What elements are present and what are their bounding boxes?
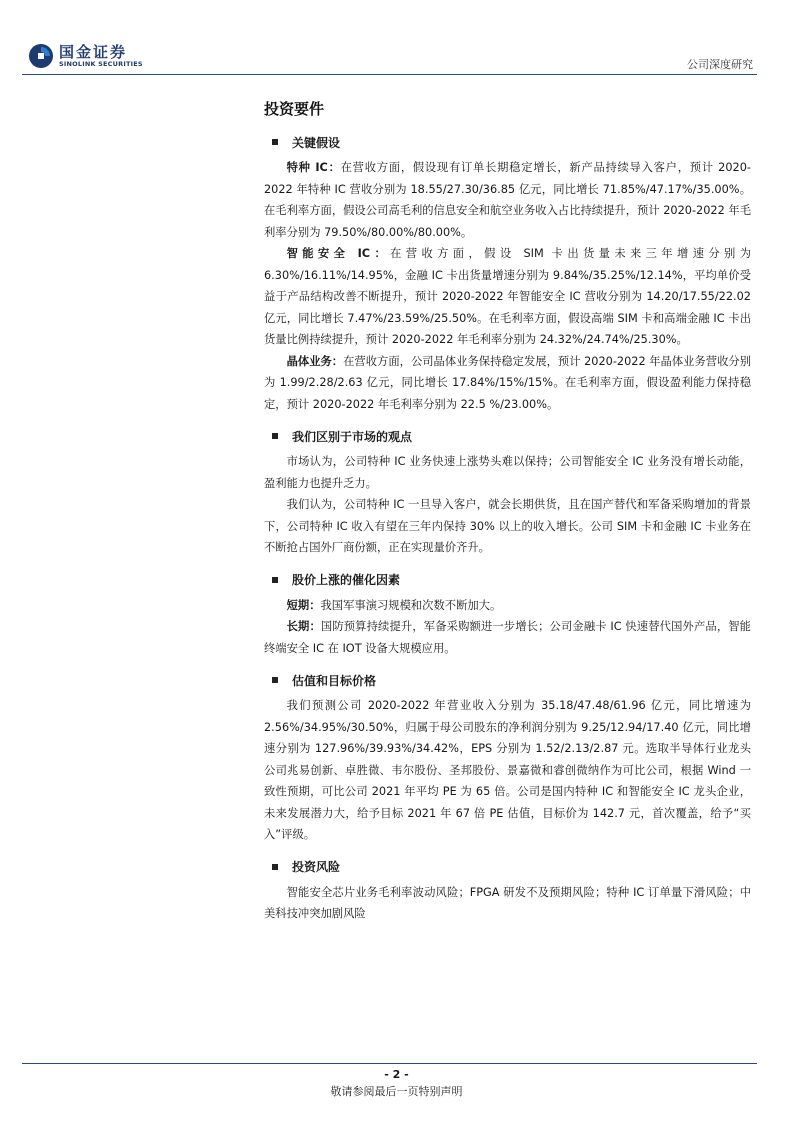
square-bullet-icon [272,677,278,683]
paragraph-smart-security-ic: 智能安全 IC：在营收方面，假设 SIM 卡出货量未来三年增速分别为 6.30%/16.11%/14.95%，金融 IC 卡出货量增速分别为 9.84%/35.25%/12.14%，平均单价受益于产品结构改善不断提升，预计 2020-2022 年智能安全 IC 营收分别为 14.20/17.55/22.02 亿元，同比增长 7.47%/23.59%/25.50%。在毛利率方面，假设高端 SIM 卡和高端金融 IC 卡出货量比例持续提升，预计 2020-2022 年毛利率分别为 24.32%/24.74%/25.30%。 [264,247,751,346]
paragraph-our-view: 我们认为，公司特种 IC 一旦导入客户，就会长期供货，且在国产替代和军备采购增加的背景下，公司特种 IC 收入有望在三年内保持 30% 以上的收入增长。公司 SIM 卡和金融 IC 卡业务在不断抢占国外厂商份额，正在实现量价齐升。 [264,498,751,554]
document-type: 公司深度研究 [687,58,753,71]
section-risks [264,858,751,925]
section-key-assumptions [264,133,751,415]
paragraph-short-term: 短期：我国军事演习规模和次数不断加大。 [286,598,502,612]
paragraph-risks: 智能安全芯片业务毛利率波动风险；FPGA 研发不及预期风险；特种 IC 订单量下滑风险；中美科技冲突加剧风险 [264,885,751,920]
paragraph-market-consensus: 市场认为，公司特种 IC 业务快速上涨势头难以保持；公司智能安全 IC 业务没有增长动能，盈利能力也提升乏力。 [264,455,751,490]
section-heading: 关键假设 [264,133,751,151]
square-bullet-icon [272,433,278,439]
paragraph-crystal-business: 晶体业务：在营收方面，公司晶体业务保持稳定发展，预计 2020-2022 年晶体业务营收分别为 1.99/2.28/2.63 亿元，同比增长 17.84%/15%/15%。在毛利率方面，假设盈利能力保持稳定，预计 2020-2022 年毛利率分别为 22.5 %/23.00%。 [264,354,751,411]
page-title: 投资要件 [264,100,325,118]
company-logo [28,43,143,69]
section-heading: 我们区别于市场的观点 [264,427,751,445]
logo-english-name: SINOLINK SECURITIES [59,59,143,68]
section-heading: 投资风险 [264,858,751,876]
page-number: - 2 - [384,1068,409,1081]
section-heading: 估值和目标价格 [264,671,751,689]
section-market-view [264,427,751,559]
header-divider [22,74,757,75]
square-bullet-icon [272,864,278,870]
section-valuation [264,671,751,846]
footer-divider [22,1063,757,1064]
square-bullet-icon [272,139,278,145]
logo-chinese-name: 国金证券 [59,42,128,61]
logo-mark-icon [28,43,54,69]
page-header [0,0,793,80]
paragraph-long-term: 长期：国防预算持续提升，军备采购额进一步增长；公司金融卡 IC 快速替代国外产品，智能终端安全 IC 在 IOT 设备大规模应用。 [264,620,751,655]
paragraph-valuation: 我们预测公司 2020-2022 年营业收入分别为 35.18/47.48/61.96 亿元，同比增速为 2.56%/34.95%/30.50%，归属于母公司股东的净利润分别为 9.25/12.94/17.40 亿元，同比增速分别为 127.96%/39.93%/34.42%，EPS 分别为 1.52/2.13/2.87 元。选取半导体行业龙头公司兆易创新、卓胜微、韦尔股份、圣邦股份、景嘉微和睿创微纳作为可比公司，根据 Wind 一致性预期，可比公司 2021 年平均 PE 为 65 倍。公司是国内特种 IC 和智能安全 IC 龙头企业，未来发展潜力大，给予目标 2021 年 67 倍 PE 估值，目标价为 142.7 元，首次覆盖，给予“买入”评级。 [264,699,751,841]
section-catalysts [264,571,751,660]
disclaimer-note: 敬请参阅最后一页特别声明 [330,1085,463,1098]
section-heading: 股价上涨的催化因素 [264,571,751,589]
main-content [264,92,751,937]
paragraph-special-ic: 特种 IC：在营收方面，假设现有订单长期稳定增长，新产品持续导入客户，预计 2020-2022 年特种 IC 营收分别为 18.55/27.30/36.85 亿元，同比增长 71.85%/47.17%/35.00%。在毛利率方面，假设公司高毛利的信息安全和航空业务收入占比持续提升，预计 2020-2022 年毛利率分别为 79.50%/80.00%/80.00%。 [264,161,751,239]
square-bullet-icon [272,577,278,583]
